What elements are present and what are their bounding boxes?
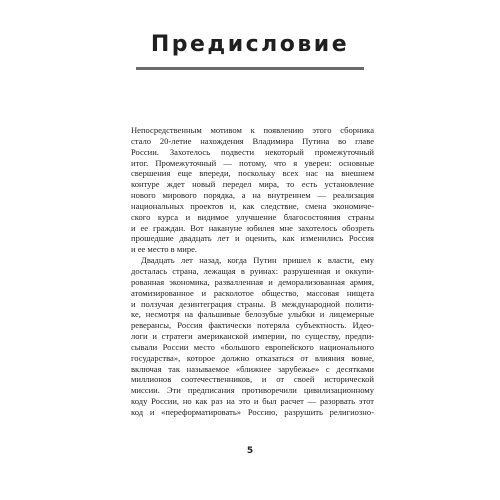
text-line: и ее место в мире. (131, 244, 198, 255)
text-line: нового мирового порядка, а на внутреннем — реализация (131, 190, 374, 201)
text-line: миллионов соотечественников, и от своей исторической (131, 374, 374, 385)
text-line: и ползучая дезинтеграция страны. В международной полити- (131, 298, 374, 309)
text-line: атомизированное и расколотое общество, массовая нищета (131, 287, 374, 298)
text-line: досталась страна, лежащая в руинах: разрушенная и оккупи- (131, 265, 374, 276)
text-line: реверансы, Россия фактически потеряла субъектность. Идео- (131, 320, 374, 331)
text-line: ке, несмотря на фальшивые белозубые улыбки и лицемерные (131, 309, 374, 320)
text-line: итог. Промежуточный — потому, что я уверен: основные (131, 157, 374, 168)
text-line: Двадцать лет назад, когда Путин пришел к власти, ему (141, 255, 374, 266)
paragraph (131, 125, 374, 255)
text-line: код и «переформатировать» Россию, разрушить религиозно- (131, 406, 374, 417)
body-text (131, 125, 374, 418)
text-line: контуре ждет новый передел мира, то есть установление (131, 179, 374, 190)
text-line: логи и стратеги американской империи, по существу, предпи- (131, 331, 374, 342)
page-number: 5 (246, 446, 254, 456)
text-line: Непосредственным мотивом к появлению этого сборника (131, 125, 374, 135)
text-line: прошедшие двадцать лет и оценить, как изменились Россия (131, 233, 374, 244)
paragraph (131, 255, 374, 418)
text-line: стало 20-летие нахождения Владимира Путина во главе (131, 135, 374, 146)
text-line: России. Захотелось подвести некоторый промежуточный (131, 146, 374, 157)
text-line: ского курса и видимое улучшение благосостояния страны (131, 211, 374, 222)
text-line: государства», которое должно отказаться от влияния вовне, (131, 352, 374, 363)
title-underline-rule (136, 67, 364, 70)
text-line: миссии. Эти предписания противоречили цивилизационному (131, 385, 374, 396)
text-line: рованная экономика, развалленная и деморализованная армия, (131, 276, 374, 287)
chapter-title: Предисловие (150, 32, 350, 57)
text-line: сывали России место «большого европейского национального (131, 341, 374, 352)
text-line: и ее граждан. Вот накануне юбилея мне захотелось обозреть (131, 222, 374, 233)
text-line: национальных проектов и, как следствие, смена экономиче- (131, 200, 374, 211)
text-line: включая так называемое «ближнее зарубежье» с десятками (131, 363, 374, 374)
text-line: свершения еще впереди, поскольку всех нас на внешнем (131, 168, 374, 179)
text-line: коду России, но как раз на это и был расчет — разорвать этот (131, 396, 374, 407)
